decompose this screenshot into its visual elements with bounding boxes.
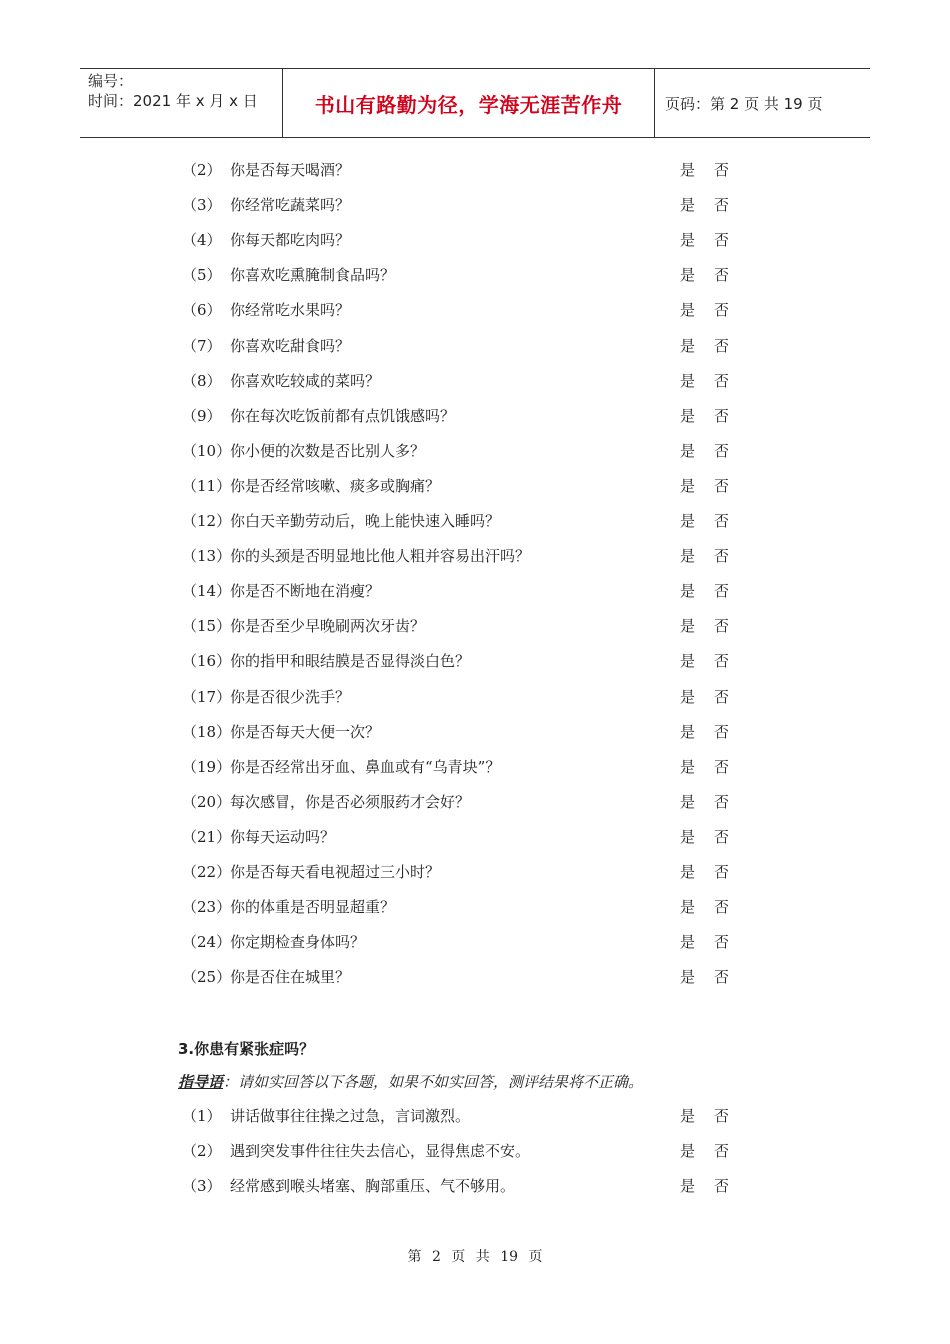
no-option[interactable]: 否 <box>714 722 730 741</box>
yes-option[interactable]: 是 <box>680 582 696 601</box>
question-text: 你的头颈是否明显地比他人粗并容易出汗吗？ <box>230 547 531 566</box>
no-option[interactable]: 否 <box>714 196 730 215</box>
yes-option[interactable]: 是 <box>680 722 696 741</box>
page-header <box>80 68 870 138</box>
question-number: （6） <box>182 301 222 320</box>
yes-option[interactable]: 是 <box>680 792 696 811</box>
question-row <box>182 720 742 744</box>
no-option[interactable]: 否 <box>714 371 730 390</box>
header-motto: 书山有路勤为径，学海无涯苦作舟 <box>314 92 623 117</box>
yes-option[interactable]: 是 <box>680 757 696 776</box>
question-row <box>182 685 742 709</box>
no-option[interactable]: 否 <box>714 757 730 776</box>
question-number: （15） <box>182 617 232 636</box>
question-text: 每次感冒，你是否必须服药才会好？ <box>230 792 471 811</box>
question-text: 你经常吃蔬菜吗？ <box>230 196 351 215</box>
question-number: （1） <box>182 1107 222 1125</box>
no-option[interactable]: 否 <box>714 336 730 355</box>
question-number: （19） <box>182 757 232 776</box>
no-option[interactable]: 否 <box>714 617 730 636</box>
question-row <box>182 965 742 989</box>
no-option[interactable]: 否 <box>714 476 730 495</box>
question-row <box>182 404 742 428</box>
header-page-info: 页码：第 2 页 共 19 页 <box>665 95 823 113</box>
no-option[interactable]: 否 <box>714 582 730 601</box>
yes-option[interactable]: 是 <box>680 476 696 495</box>
yes-option[interactable]: 是 <box>680 266 696 285</box>
yes-option[interactable]: 是 <box>680 863 696 881</box>
yes-option[interactable]: 是 <box>680 898 696 917</box>
yes-option[interactable]: 是 <box>680 1177 696 1195</box>
question-text: 你是否每天大便一次？ <box>230 722 381 741</box>
question-number: （21） <box>182 827 232 846</box>
question-text: 你的体重是否明显超重？ <box>230 898 396 917</box>
no-option[interactable]: 否 <box>714 792 730 811</box>
question-text: 你的指甲和眼结膜是否显得淡白色？ <box>230 652 471 671</box>
question-text: 你是否至少早晚刷两次牙齿？ <box>230 617 426 636</box>
question-number: （11） <box>182 476 232 495</box>
yes-option[interactable]: 是 <box>680 441 696 460</box>
question-row <box>182 895 742 919</box>
question-number: （7） <box>182 336 222 355</box>
question-number: （5） <box>182 266 222 285</box>
yes-option[interactable]: 是 <box>680 617 696 636</box>
question-row <box>182 263 742 287</box>
no-option[interactable]: 否 <box>714 933 730 952</box>
question-row <box>182 755 742 779</box>
question-number: （10） <box>182 441 232 460</box>
question-row <box>182 158 742 182</box>
question-text: 你是否住在城里？ <box>230 968 351 987</box>
question-text: 你经常吃水果吗？ <box>230 301 351 320</box>
no-option[interactable]: 否 <box>714 547 730 566</box>
no-option[interactable]: 否 <box>714 301 730 320</box>
question-text: 你是否很少洗手？ <box>230 687 351 706</box>
yes-option[interactable]: 是 <box>680 196 696 215</box>
yes-option[interactable]: 是 <box>680 512 696 530</box>
question-text: 你喜欢吃熏腌制食品吗？ <box>230 266 396 285</box>
yes-option[interactable]: 是 <box>680 687 696 706</box>
no-option[interactable]: 否 <box>714 512 730 530</box>
question-text: 经常感到喉头堵塞、胸部重压、气不够用。 <box>230 1177 516 1195</box>
question-number: （4） <box>182 231 222 250</box>
question-number: （2） <box>182 1142 222 1160</box>
no-option[interactable]: 否 <box>714 161 730 179</box>
question-row <box>182 930 742 954</box>
question-row <box>182 509 742 533</box>
question-row <box>182 614 742 638</box>
guide-text <box>178 1071 643 1092</box>
question-row <box>182 649 742 673</box>
no-option[interactable]: 否 <box>714 652 730 671</box>
question-row <box>182 474 742 498</box>
question-text: 你是否不断地在消瘦？ <box>230 582 381 601</box>
question-text: 你是否经常咳嗽、痰多或胸痛？ <box>230 476 441 495</box>
question-number: （8） <box>182 371 222 390</box>
question-row <box>182 544 742 568</box>
question-text: 你在每次吃饭前都有点饥饿感吗？ <box>230 406 456 425</box>
question-number: （17） <box>182 687 232 706</box>
no-option[interactable]: 否 <box>714 266 730 285</box>
question-text: 你喜欢吃较咸的菜吗？ <box>230 371 381 390</box>
question-row <box>182 1174 742 1198</box>
question-number: （23） <box>182 898 232 917</box>
yes-option[interactable]: 是 <box>680 301 696 320</box>
question-number: （14） <box>182 582 232 601</box>
question-number: （16） <box>182 652 232 671</box>
section-title: 3.你患有紧张症吗？ <box>178 1040 315 1058</box>
question-text: 你小便的次数是否比别人多？ <box>230 441 426 460</box>
question-number: （13） <box>182 547 232 566</box>
question-number: （9） <box>182 406 222 425</box>
question-text: 你定期检查身体吗？ <box>230 933 366 952</box>
yes-option[interactable]: 是 <box>680 933 696 952</box>
question-number: （25） <box>182 968 232 987</box>
question-number: （3） <box>182 1177 222 1195</box>
yes-option[interactable]: 是 <box>680 161 696 179</box>
question-row <box>182 790 742 814</box>
question-row <box>182 369 742 393</box>
question-text: 你白天辛勤劳动后，晚上能快速入睡吗？ <box>230 512 501 530</box>
header-meta <box>80 69 282 137</box>
question-row <box>182 579 742 603</box>
question-text: 遇到突发事件往往失去信心，显得焦虑不安。 <box>230 1142 531 1160</box>
question-row <box>182 1139 742 1163</box>
question-number: （3） <box>182 196 222 215</box>
question-text: 讲话做事往往操之过急，言词激烈。 <box>230 1107 471 1125</box>
question-row <box>182 825 742 849</box>
question-text: 你是否每天看电视超过三小时？ <box>230 863 441 881</box>
number-label: 编号： <box>88 72 134 90</box>
question-text: 你是否每天喝酒？ <box>230 161 351 179</box>
no-option[interactable]: 否 <box>714 441 730 460</box>
question-number: （18） <box>182 722 232 741</box>
question-text: 你每天都吃肉吗？ <box>230 231 351 250</box>
question-row <box>182 298 742 322</box>
page-footer: 第 2 页 共 19 页 <box>407 1249 543 1265</box>
yes-option[interactable]: 是 <box>680 968 696 987</box>
question-number: （12） <box>182 512 232 530</box>
no-option[interactable]: 否 <box>714 898 730 917</box>
yes-option[interactable]: 是 <box>680 231 696 250</box>
yes-option[interactable]: 是 <box>680 406 696 425</box>
yes-option[interactable]: 是 <box>680 336 696 355</box>
question-row <box>182 439 742 463</box>
no-option[interactable]: 否 <box>714 1177 730 1195</box>
question-number: （22） <box>182 863 232 881</box>
guide-label: 指导语 <box>178 1073 224 1091</box>
header-motto-cell <box>282 69 655 137</box>
question-text: 你喜欢吃甜食吗？ <box>230 336 351 355</box>
guide-body: ：请如实回答以下各题，如果不如实回答，测评结果将不正确。 <box>223 1073 644 1091</box>
question-row <box>182 334 742 358</box>
question-row <box>182 228 742 252</box>
question-number: （2） <box>182 161 222 179</box>
no-option[interactable]: 否 <box>714 1142 730 1160</box>
question-text: 你是否经常出牙血、鼻血或有“乌青块”？ <box>230 757 501 776</box>
yes-option[interactable]: 是 <box>680 827 696 846</box>
question-row <box>182 193 742 217</box>
yes-option[interactable]: 是 <box>680 547 696 566</box>
question-text: 你每天运动吗？ <box>230 827 336 846</box>
no-option[interactable]: 否 <box>714 231 730 250</box>
yes-option[interactable]: 是 <box>680 1142 696 1160</box>
question-number: （24） <box>182 933 232 952</box>
no-option[interactable]: 否 <box>714 863 730 881</box>
no-option[interactable]: 否 <box>714 968 730 987</box>
question-row <box>182 1104 742 1128</box>
no-option[interactable]: 否 <box>714 406 730 425</box>
no-option[interactable]: 否 <box>714 1107 730 1125</box>
no-option[interactable]: 否 <box>714 687 730 706</box>
no-option[interactable]: 否 <box>714 827 730 846</box>
time-label: 时间：2021 年 x 月 x 日 <box>88 92 258 110</box>
yes-option[interactable]: 是 <box>680 652 696 671</box>
question-number: （20） <box>182 792 232 811</box>
yes-option[interactable]: 是 <box>680 371 696 390</box>
question-row <box>182 860 742 884</box>
yes-option[interactable]: 是 <box>680 1107 696 1125</box>
